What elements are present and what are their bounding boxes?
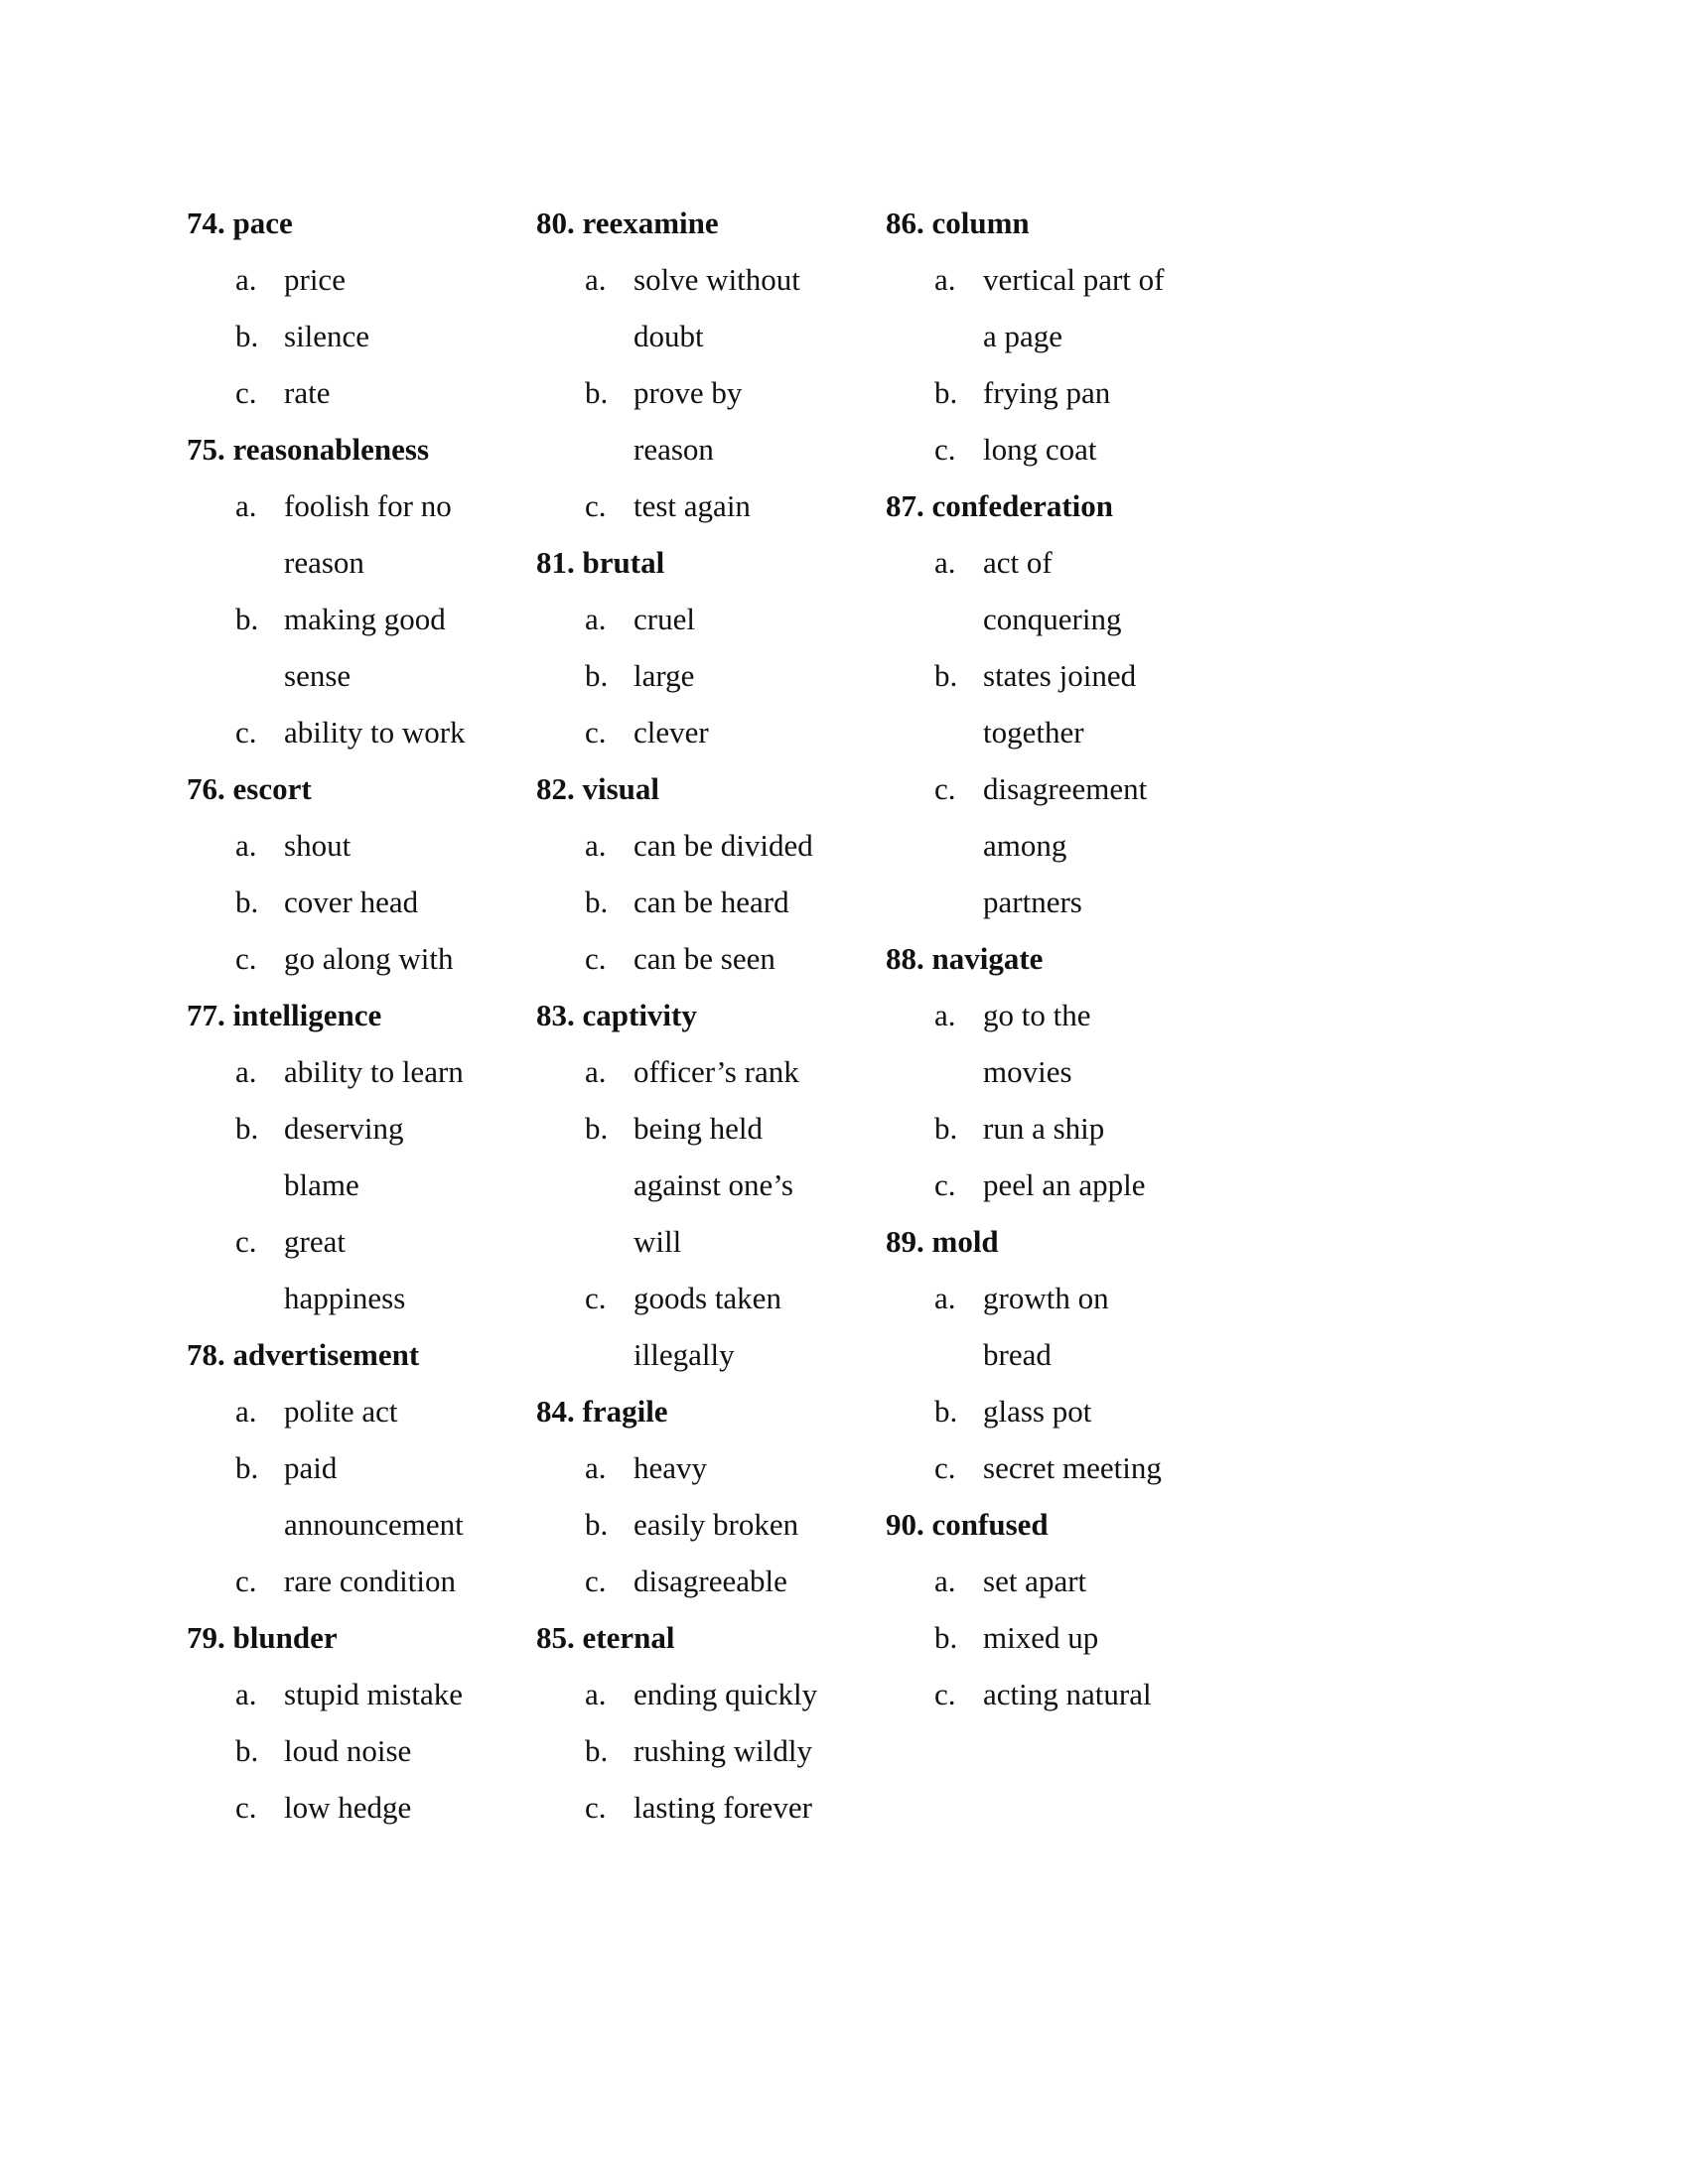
option-text: ability to work: [284, 715, 466, 750]
option-letter: c.: [235, 1224, 257, 1259]
option-letter: a.: [235, 1394, 257, 1429]
question-number: 87.: [886, 488, 924, 523]
question-number: 76.: [187, 771, 225, 806]
answer-option: [886, 987, 1223, 1043]
option-text: can be divided: [633, 828, 813, 863]
option-text: bread: [983, 1337, 1052, 1372]
option-letter: c.: [235, 715, 257, 750]
option-text: great: [284, 1224, 346, 1259]
question-heading: [536, 1609, 874, 1666]
option-text: officer’s rank: [633, 1054, 799, 1089]
option-letter: a.: [934, 1564, 956, 1598]
option-letter: b.: [585, 885, 609, 919]
option-text: being held: [633, 1111, 763, 1146]
answer-option: [886, 760, 1223, 817]
question-number: 84.: [536, 1394, 575, 1429]
option-letter: b.: [934, 658, 958, 693]
option-letter: a.: [235, 1677, 257, 1711]
option-text: long coat: [983, 432, 1097, 467]
question-heading: [536, 195, 874, 251]
option-text: go to the: [983, 998, 1091, 1032]
answer-option: [536, 251, 874, 308]
question-word: reexamine: [582, 205, 719, 240]
question-word: mold: [931, 1224, 999, 1259]
option-letter: a.: [585, 1054, 607, 1089]
question-heading: [536, 987, 874, 1043]
question-number: 89.: [886, 1224, 924, 1259]
question-number: 90.: [886, 1507, 924, 1542]
question-word: reasonableness: [232, 432, 430, 467]
option-letter: b.: [235, 1450, 259, 1485]
answer-option: [886, 1270, 1223, 1326]
answer-option: [187, 1553, 524, 1609]
option-text: among: [983, 828, 1067, 863]
option-text: paid: [284, 1450, 338, 1485]
question-word: fragile: [582, 1394, 668, 1429]
answer-option: [536, 874, 874, 930]
answer-option: [886, 534, 1223, 591]
option-letter: c.: [235, 1564, 257, 1598]
option-text: prove by: [633, 375, 743, 410]
option-letter: b.: [235, 1733, 259, 1768]
answer-option: [536, 1553, 874, 1609]
option-letter: c.: [934, 1450, 956, 1485]
answer-option: [536, 1496, 874, 1553]
question-number: 88.: [886, 941, 924, 976]
option-letter: c.: [235, 941, 257, 976]
question-word: eternal: [582, 1620, 675, 1655]
option-letter: a.: [934, 1281, 956, 1315]
answer-option: [886, 251, 1223, 308]
question-column-2: [536, 195, 874, 1836]
option-letter: a.: [235, 828, 257, 863]
answer-option-continuation: [536, 421, 874, 478]
option-letter: a.: [934, 262, 956, 297]
answer-option-continuation: [187, 1496, 524, 1553]
option-text: will: [633, 1224, 682, 1259]
option-letter: b.: [934, 1620, 958, 1655]
option-text: solve without: [633, 262, 800, 297]
question-heading: [886, 1496, 1223, 1553]
option-letter: b.: [585, 1111, 609, 1146]
question-number: 77.: [187, 998, 225, 1032]
option-text: foolish for no: [284, 488, 452, 523]
answer-option-continuation: [536, 1157, 874, 1213]
option-text: disagreeable: [633, 1564, 787, 1598]
question-word: pace: [232, 205, 293, 240]
option-letter: b.: [585, 1733, 609, 1768]
answer-option: [886, 1553, 1223, 1609]
question-number: 79.: [187, 1620, 225, 1655]
question-number: 85.: [536, 1620, 575, 1655]
answer-option: [536, 1043, 874, 1100]
answer-option-continuation: [187, 647, 524, 704]
option-text: rushing wildly: [633, 1733, 812, 1768]
answer-option: [187, 930, 524, 987]
question-word: confused: [931, 1507, 1049, 1542]
answer-option-continuation: [187, 534, 524, 591]
option-letter: c.: [585, 488, 607, 523]
question-column-1: [187, 195, 524, 1836]
option-text: reason: [633, 432, 714, 467]
option-text: reason: [284, 545, 364, 580]
answer-option: [536, 704, 874, 760]
answer-option-continuation: [536, 308, 874, 364]
answer-option: [886, 647, 1223, 704]
answer-option-continuation: [886, 308, 1223, 364]
option-text: can be heard: [633, 885, 789, 919]
question-heading: [536, 534, 874, 591]
option-text: growth on: [983, 1281, 1109, 1315]
option-text: price: [284, 262, 346, 297]
answer-option: [886, 1383, 1223, 1439]
option-text: happiness: [284, 1281, 406, 1315]
answer-option-continuation: [187, 1270, 524, 1326]
option-letter: a.: [235, 1054, 257, 1089]
option-text: goods taken: [633, 1281, 781, 1315]
option-text: acting natural: [983, 1677, 1152, 1711]
option-text: making good: [284, 602, 446, 636]
answer-option: [187, 251, 524, 308]
answer-option: [886, 364, 1223, 421]
option-text: conquering: [983, 602, 1122, 636]
answer-option: [536, 1270, 874, 1326]
option-letter: a.: [585, 262, 607, 297]
option-text: heavy: [633, 1450, 708, 1485]
answer-option: [536, 1722, 874, 1779]
option-letter: b.: [585, 658, 609, 693]
question-number: 74.: [187, 205, 225, 240]
option-text: rare condition: [284, 1564, 457, 1598]
option-letter: c.: [585, 941, 607, 976]
option-text: disagreement: [983, 771, 1148, 806]
option-text: a page: [983, 319, 1063, 353]
option-text: partners: [983, 885, 1082, 919]
question-heading: [536, 760, 874, 817]
option-text: cover head: [284, 885, 419, 919]
answer-option-continuation: [536, 1326, 874, 1383]
question-heading: [886, 1213, 1223, 1270]
answer-option: [536, 1779, 874, 1836]
question-heading: [886, 478, 1223, 534]
option-text: silence: [284, 319, 370, 353]
answer-option-continuation: [187, 1157, 524, 1213]
option-text: movies: [983, 1054, 1072, 1089]
option-letter: c.: [585, 1790, 607, 1825]
option-text: blame: [284, 1167, 359, 1202]
answer-option: [536, 364, 874, 421]
option-letter: b.: [585, 1507, 609, 1542]
option-letter: b.: [235, 602, 259, 636]
option-text: polite act: [284, 1394, 398, 1429]
question-word: intelligence: [232, 998, 382, 1032]
answer-option: [187, 1439, 524, 1496]
answer-option: [886, 1609, 1223, 1666]
answer-option-continuation: [886, 817, 1223, 874]
question-heading: [187, 1609, 524, 1666]
option-letter: c.: [235, 1790, 257, 1825]
option-letter: a.: [235, 488, 257, 523]
option-letter: b.: [934, 1111, 958, 1146]
answer-option: [187, 817, 524, 874]
answer-option: [187, 308, 524, 364]
question-heading: [187, 421, 524, 478]
option-text: cruel: [633, 602, 695, 636]
option-text: can be seen: [633, 941, 775, 976]
option-letter: c.: [934, 771, 956, 806]
option-letter: c.: [585, 1281, 607, 1315]
question-word: brutal: [582, 545, 665, 580]
option-letter: b.: [235, 1111, 259, 1146]
option-text: glass pot: [983, 1394, 1092, 1429]
option-letter: a.: [934, 998, 956, 1032]
answer-option: [886, 1439, 1223, 1496]
question-word: blunder: [232, 1620, 338, 1655]
option-letter: a.: [235, 262, 257, 297]
answer-option: [536, 478, 874, 534]
answer-option-continuation: [886, 591, 1223, 647]
question-number: 86.: [886, 205, 924, 240]
answer-option: [187, 1100, 524, 1157]
option-text: illegally: [633, 1337, 735, 1372]
answer-option: [886, 1157, 1223, 1213]
option-text: frying pan: [983, 375, 1111, 410]
option-text: loud noise: [284, 1733, 412, 1768]
question-word: escort: [232, 771, 312, 806]
option-letter: b.: [934, 375, 958, 410]
option-text: against one’s: [633, 1167, 793, 1202]
option-text: together: [983, 715, 1084, 750]
question-number: 80.: [536, 205, 575, 240]
option-letter: c.: [934, 1677, 956, 1711]
option-letter: a.: [585, 828, 607, 863]
answer-option: [187, 1722, 524, 1779]
answer-option-continuation: [536, 1213, 874, 1270]
option-letter: c.: [934, 432, 956, 467]
option-text: sense: [284, 658, 352, 693]
option-text: act of: [983, 545, 1053, 580]
question-heading: [886, 930, 1223, 987]
option-text: low hedge: [284, 1790, 412, 1825]
question-heading: [886, 195, 1223, 251]
option-text: go along with: [284, 941, 454, 976]
question-column-3: [886, 195, 1223, 1722]
option-letter: b.: [235, 885, 259, 919]
answer-option: [187, 1666, 524, 1722]
question-word: advertisement: [232, 1337, 420, 1372]
option-text: secret meeting: [983, 1450, 1162, 1485]
option-text: large: [633, 658, 695, 693]
question-word: confederation: [931, 488, 1114, 523]
answer-option: [187, 1043, 524, 1100]
option-letter: b.: [585, 375, 609, 410]
option-letter: a.: [585, 1677, 607, 1711]
question-number: 78.: [187, 1337, 225, 1372]
question-word: navigate: [931, 941, 1044, 976]
option-text: clever: [633, 715, 709, 750]
answer-option: [187, 1213, 524, 1270]
option-letter: b.: [934, 1394, 958, 1429]
answer-option-continuation: [886, 1043, 1223, 1100]
option-text: lasting forever: [633, 1790, 812, 1825]
answer-option: [886, 1666, 1223, 1722]
question-heading: [187, 195, 524, 251]
answer-option-continuation: [886, 874, 1223, 930]
question-number: 82.: [536, 771, 575, 806]
question-word: visual: [582, 771, 660, 806]
answer-option: [187, 364, 524, 421]
question-number: 75.: [187, 432, 225, 467]
question-heading: [536, 1383, 874, 1439]
answer-option: [187, 591, 524, 647]
option-text: stupid mistake: [284, 1677, 463, 1711]
question-word: column: [931, 205, 1030, 240]
answer-option: [536, 1100, 874, 1157]
answer-option: [536, 1439, 874, 1496]
option-text: announcement: [284, 1507, 464, 1542]
option-text: mixed up: [983, 1620, 1099, 1655]
option-letter: b.: [235, 319, 259, 353]
question-word: captivity: [582, 998, 697, 1032]
answer-option: [536, 591, 874, 647]
option-text: peel an apple: [983, 1167, 1146, 1202]
option-text: run a ship: [983, 1111, 1105, 1146]
answer-option: [187, 478, 524, 534]
option-letter: c.: [585, 1564, 607, 1598]
option-text: ability to learn: [284, 1054, 464, 1089]
question-number: 83.: [536, 998, 575, 1032]
option-text: shout: [284, 828, 352, 863]
option-letter: a.: [585, 602, 607, 636]
answer-option: [187, 874, 524, 930]
option-text: easily broken: [633, 1507, 799, 1542]
answer-option: [886, 421, 1223, 478]
answer-option: [536, 817, 874, 874]
answer-option-continuation: [886, 1326, 1223, 1383]
option-text: deserving: [284, 1111, 404, 1146]
answer-option: [536, 930, 874, 987]
answer-option: [187, 1779, 524, 1836]
question-heading: [187, 760, 524, 817]
option-text: set apart: [983, 1564, 1087, 1598]
question-heading: [187, 1326, 524, 1383]
question-heading: [187, 987, 524, 1043]
option-letter: c.: [934, 1167, 956, 1202]
answer-option: [187, 1383, 524, 1439]
answer-option: [187, 704, 524, 760]
question-number: 81.: [536, 545, 575, 580]
option-text: vertical part of: [983, 262, 1165, 297]
answer-option: [886, 1100, 1223, 1157]
option-text: doubt: [633, 319, 704, 353]
option-text: ending quickly: [633, 1677, 818, 1711]
answer-option: [536, 1666, 874, 1722]
option-text: rate: [284, 375, 331, 410]
option-letter: c.: [585, 715, 607, 750]
answer-option: [536, 647, 874, 704]
option-letter: a.: [585, 1450, 607, 1485]
answer-option-continuation: [886, 704, 1223, 760]
option-letter: c.: [235, 375, 257, 410]
option-text: states joined: [983, 658, 1137, 693]
option-text: test again: [633, 488, 751, 523]
option-letter: a.: [934, 545, 956, 580]
